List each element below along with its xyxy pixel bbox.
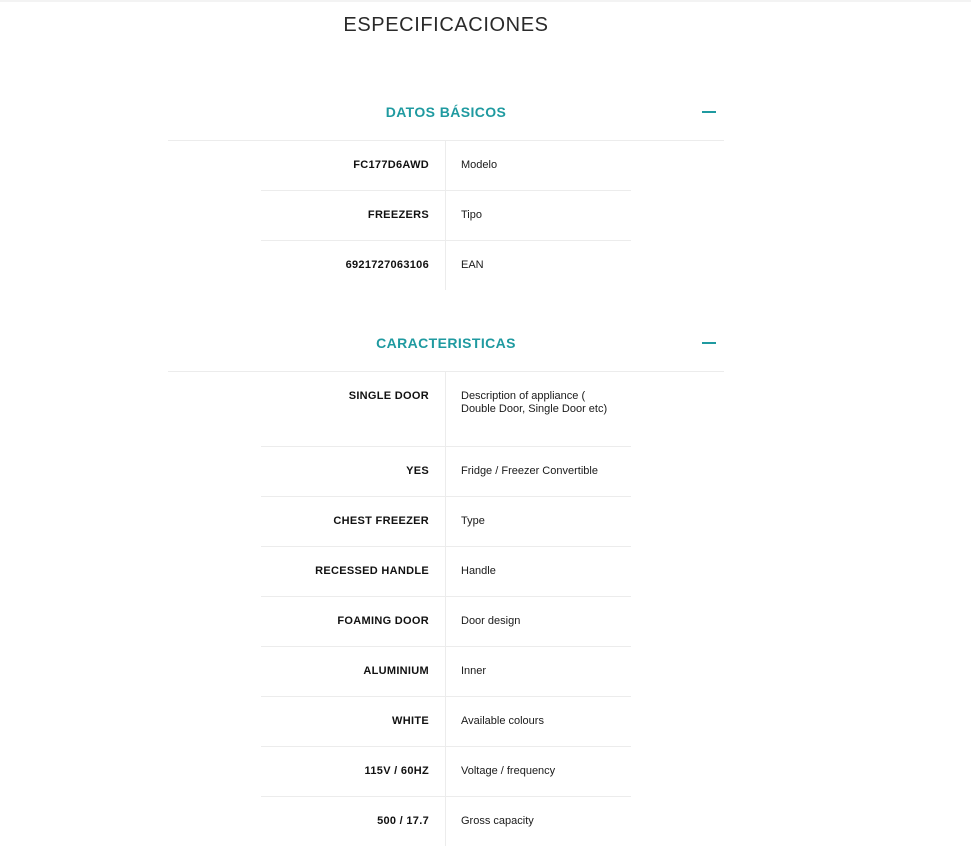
table-row: [261, 747, 631, 797]
table-row: [261, 547, 631, 597]
minus-icon[interactable]: [702, 342, 716, 344]
spec-label: Fridge / Freezer Convertible: [461, 465, 598, 477]
spec-label: Tipo: [461, 209, 482, 221]
spec-value: 500 / 17.7: [261, 797, 446, 846]
table-row: [261, 797, 631, 846]
table-row: [261, 647, 631, 697]
spec-value: FC177D6AWD: [261, 141, 446, 190]
spec-table: [261, 372, 631, 846]
table-row: [261, 697, 631, 747]
section-datos-basicos: [168, 84, 724, 290]
spec-label: Modelo: [461, 159, 498, 171]
spec-value: SINGLE DOOR: [261, 372, 446, 446]
spec-label: EAN: [461, 259, 484, 271]
spec-value: RECESSED HANDLE: [261, 547, 446, 596]
spec-value: FOAMING DOOR: [261, 597, 446, 646]
spec-value: 6921727063106: [261, 241, 446, 290]
section-caracteristicas: [168, 315, 724, 846]
table-row: [261, 447, 631, 497]
spec-label: Gross capacity: [461, 815, 534, 827]
section-header-datos-basicos[interactable]: [168, 84, 724, 141]
table-row: [261, 597, 631, 647]
spec-value: WHITE: [261, 697, 446, 746]
spec-label: Available colours: [461, 715, 544, 727]
table-row: [261, 372, 631, 447]
spec-label: Description of appliance ( Double Door, Single Door etc): [461, 390, 608, 415]
section-title: DATOS BÁSICOS: [385, 104, 507, 120]
spec-value: FREEZERS: [261, 191, 446, 240]
spec-label: Voltage / frequency: [461, 765, 556, 777]
top-divider: [0, 0, 971, 2]
page-title: ESPECIFICACIONES: [343, 14, 549, 36]
spec-label: Type: [461, 515, 485, 527]
spec-value: CHEST FREEZER: [261, 497, 446, 546]
table-row: [261, 191, 631, 241]
section-header-caracteristicas[interactable]: [168, 315, 724, 372]
table-row: [261, 497, 631, 547]
spec-label: Handle: [461, 565, 496, 577]
table-row: [261, 141, 631, 191]
spec-value: ALUMINIUM: [261, 647, 446, 696]
table-row: [261, 241, 631, 290]
spec-value: YES: [261, 447, 446, 496]
spec-value: 115V / 60HZ: [261, 747, 446, 796]
spec-label: Door design: [461, 615, 521, 627]
section-title: CARACTERISTICAS: [376, 335, 516, 351]
minus-icon[interactable]: [702, 111, 716, 113]
spec-table: [261, 141, 631, 290]
spec-label: Inner: [461, 665, 487, 677]
